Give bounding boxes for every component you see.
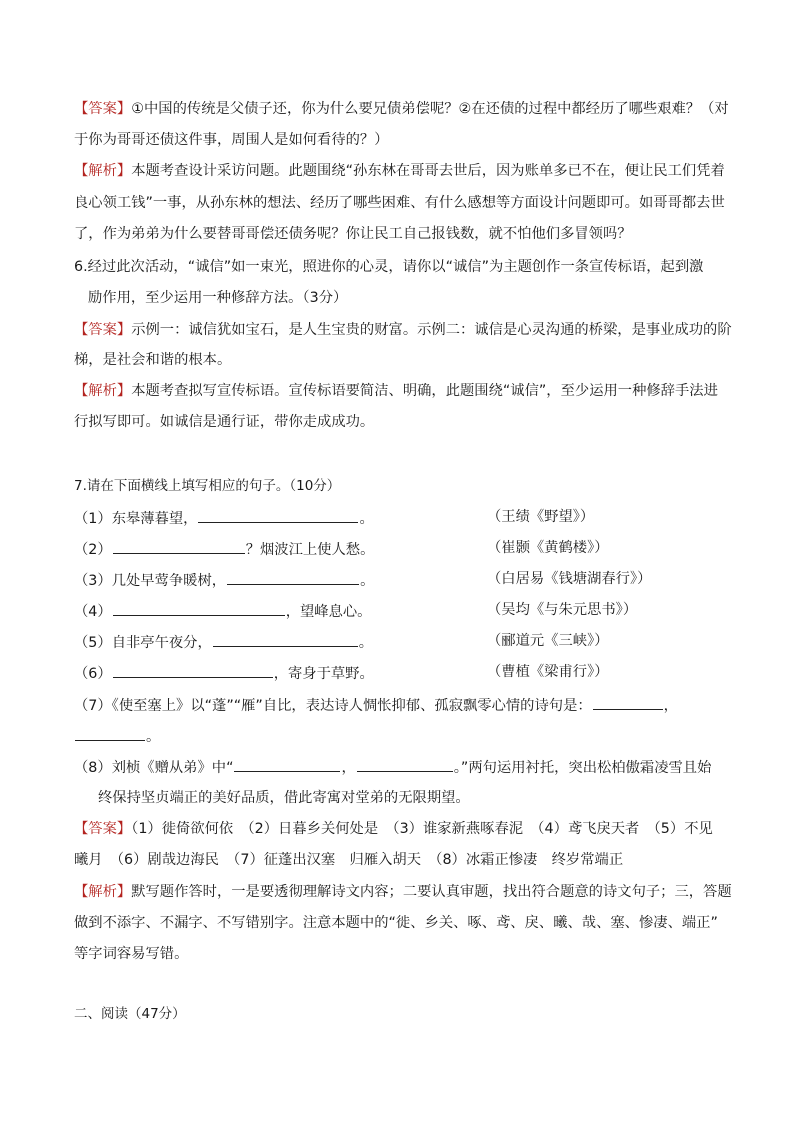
q6-analysis-text-2: 行拟写即可。如诚信是通行证，带你走成成功。 — [74, 414, 375, 430]
q5-analysis-line-2 — [74, 193, 734, 213]
item-post-text: ？烟波江上使人愁。 — [245, 542, 375, 558]
item8-text-b: ， — [341, 760, 356, 776]
answer-tag: 【答案】 — [74, 821, 132, 837]
q7-analysis-text: 默写题作答时，一是要透彻理解诗文内容；二要认真审题，找出符合题意的诗文句子；三，答题 — [131, 884, 732, 900]
fill-blank[interactable] — [75, 725, 145, 741]
q5-analysis-text-3: 了，作为弟弟为什么要替哥哥偿还债务呢？你让民工自己报钱数，就不怕他们多冒领吗？ — [74, 226, 632, 242]
item-source: （王绩《野望》） — [487, 509, 595, 525]
analysis-tag: 【解析】 — [74, 383, 132, 399]
q5-answer-line-2 — [74, 130, 734, 150]
item-number: （5） — [74, 635, 112, 651]
q6-answer-text-2: 梯，是社会和谐的根本。 — [74, 352, 232, 368]
fill-blank[interactable] — [593, 694, 663, 710]
q6-question-text-2: 励作用，至少运用一种修辞方法。（3分） — [88, 290, 348, 306]
item-pre-text: 东皋薄暮望， — [111, 511, 198, 527]
q5-answer-line-1 — [74, 99, 734, 119]
item-post-text: 。 — [359, 511, 374, 527]
fill-blank[interactable] — [113, 600, 285, 616]
item-number: （3） — [74, 573, 112, 589]
q7-item-4 — [74, 600, 734, 622]
q7-item-6 — [74, 662, 734, 684]
item-pre-text: 几处早莺争暖树， — [111, 573, 227, 589]
q7-answer-line-2 — [74, 850, 734, 870]
answer-tag: 【答案】 — [74, 101, 132, 117]
q7-answer-text-2: 曦月 （6）剧哉边海民 （7）征蓬出汉塞 归雁入胡天 （8）冰霜正惨凄 终岁常端正 — [74, 852, 624, 868]
q6-question-text: 6.经过此次活动，“诚信”如一束光，照进你的心灵，请你以“诚信”为主题创作一条宣传标语，起到激 — [74, 259, 704, 275]
q6-analysis-line-2 — [74, 412, 734, 432]
q7-item-5 — [74, 631, 734, 653]
item-number: （2） — [74, 542, 112, 558]
fill-blank[interactable] — [227, 569, 359, 585]
analysis-tag: 【解析】 — [74, 884, 132, 900]
item7-end: 。 — [146, 729, 161, 745]
q7-answer-line-1 — [74, 819, 734, 839]
item-number: （6） — [74, 666, 112, 682]
item7-comma: ， — [663, 698, 678, 714]
q6-answer-line-1 — [74, 320, 734, 340]
q7-analysis-text-3: 等字词容易写错。 — [74, 946, 189, 962]
item-source: （曹植《梁甫行》） — [487, 664, 609, 680]
q7-item-2 — [74, 538, 734, 560]
q7-analysis-text-2: 做到不添字、不漏字、不写错别字。注意本题中的“徙、乡关、啄、鸢、戾、曦、哉、塞、惨凄、端正” — [74, 915, 718, 931]
answer-tag: 【答案】 — [74, 322, 132, 338]
item8-text-c: 。”两句运用衬托，突出松柏傲霜凌雪且始 — [453, 760, 712, 776]
q6-question-line-2 — [88, 288, 748, 308]
section-2-title: 二、阅读（47分） — [74, 1006, 186, 1022]
fill-blank[interactable] — [113, 538, 245, 554]
analysis-tag: 【解析】 — [74, 163, 132, 179]
q6-analysis-text: 本题考查拟写宣传标语。宣传标语要简洁、明确，此题围绕“诚信”，至少运用一种修辞手法进 — [131, 383, 718, 399]
fill-blank[interactable] — [213, 631, 358, 647]
item8-text-2: 终保持坚贞端正的美好品质，借此寄寓对堂弟的无限期望。 — [98, 790, 470, 806]
q5-analysis-line-1 — [74, 161, 734, 181]
q7-item-1 — [74, 507, 734, 529]
item-post-text: 。 — [360, 573, 375, 589]
q6-question-line-1 — [74, 257, 734, 277]
q7-analysis-line-1 — [74, 882, 734, 902]
fill-blank[interactable] — [113, 662, 273, 678]
q7-title-text: 7.请在下面横线上填写相应的句子。（10分） — [74, 478, 341, 494]
q7-item-3 — [74, 569, 734, 591]
q6-answer-text: 示例一：诚信犹如宝石，是人生宝贵的财富。示例二：诚信是心灵沟通的桥梁，是事业成功的阶 — [131, 322, 732, 338]
q7-item-7-line-2 — [74, 725, 734, 747]
q5-answer-text-2: 于你为哥哥还债这件事，周围人是如何看待的？） — [74, 132, 389, 148]
item-post-text: ，望峰息心。 — [285, 604, 372, 620]
q5-answer-text: ①中国的传统是父债子还，你为什么要兄债弟偿呢？②在还债的过程中都经历了哪些艰难？（对 — [131, 101, 729, 117]
item-number: （1） — [74, 511, 112, 527]
item-source: （崔颢《黄鹤楼》） — [487, 540, 609, 556]
fill-blank[interactable] — [234, 756, 340, 772]
q5-analysis-line-3 — [74, 224, 734, 244]
q7-item-8-line-2 — [98, 788, 758, 808]
q7-analysis-line-3 — [74, 944, 734, 964]
item-post-text: ，寄身于草野。 — [273, 666, 374, 682]
q6-analysis-line-1 — [74, 381, 734, 401]
q6-answer-line-2 — [74, 350, 734, 370]
q5-analysis-text-2: 良心领工钱”一事，从孙东林的想法、经历了哪些困难、有什么感想等方面设计问题即可。如哥哥都去世 — [74, 195, 725, 211]
q7-item-7-line-1 — [74, 694, 734, 716]
item8-text-a: （8）刘桢《赠从弟》中“ — [74, 760, 234, 776]
fill-blank[interactable] — [198, 507, 358, 523]
q7-answer-text: （1）徙倚欲何依 （2）日暮乡关何处是 （3）谁家新燕啄春泥 （4）鸢飞戾天者 （5）不见 — [131, 821, 713, 837]
q7-title — [74, 476, 734, 496]
fill-blank[interactable] — [357, 756, 453, 772]
item7-text: （7）《使至塞上》以“蓬”“雁”自比，表达诗人惆怅抑郁、孤寂飘零心情的诗句是： — [74, 698, 592, 714]
item-source: （郦道元《三峡》） — [487, 633, 609, 649]
q7-item-8-line-1 — [74, 756, 734, 778]
q5-analysis-text: 本题考查设计采访问题。此题围绕“孙东林在哥哥去世后，因为账单多已不在，便让民工们凭着 — [131, 163, 725, 179]
item-number: （4） — [74, 604, 112, 620]
item-pre-text: 自非亭午夜分， — [111, 635, 212, 651]
item-source: （白居易《钱塘湖春行》） — [487, 571, 652, 587]
item-source: （吴均《与朱元思书》） — [487, 602, 638, 618]
q7-analysis-line-2 — [74, 913, 734, 933]
item-post-text: 。 — [358, 635, 374, 651]
